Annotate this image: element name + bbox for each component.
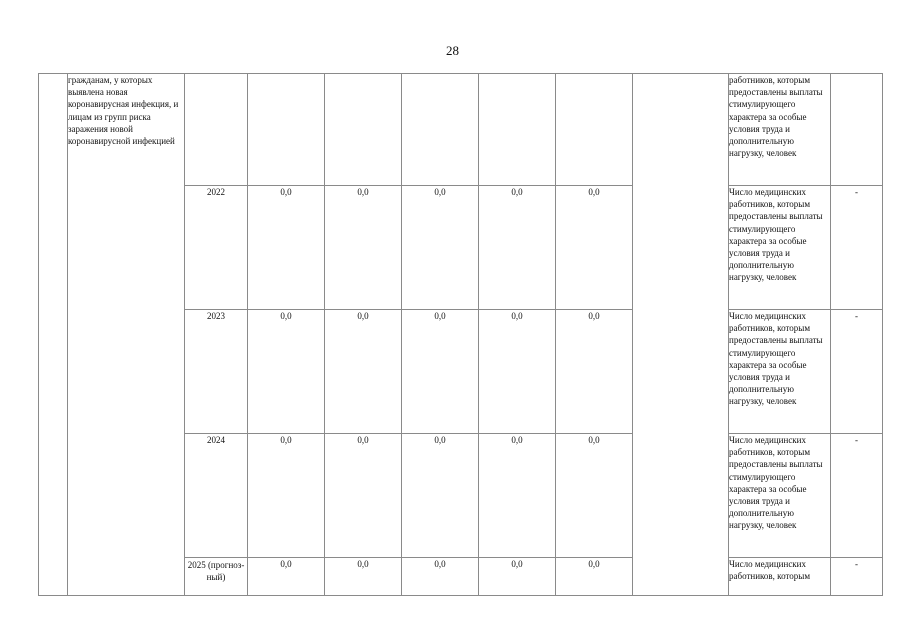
- measure-description: гражданам, у которых выявлена новая коронавирусная инфекция, и лицам из групп риска заражения новой коронавирусной инфекцией: [68, 74, 185, 596]
- value-cell: [248, 74, 325, 186]
- value-cell: 0,0: [402, 434, 479, 558]
- value-cell: 0,0: [479, 434, 556, 558]
- value-cell: [479, 74, 556, 186]
- indicator-value-cell: -: [831, 434, 883, 558]
- value-cell: 0,0: [402, 558, 479, 596]
- indicator-value-cell: [831, 74, 883, 186]
- value-cell: 0,0: [556, 434, 633, 558]
- year-cell: 2024: [185, 434, 248, 558]
- indicator-value-cell: -: [831, 310, 883, 434]
- indicator-value-cell: -: [831, 186, 883, 310]
- page-number: 28: [446, 43, 459, 58]
- row-number-cell: [39, 74, 68, 596]
- value-cell: [556, 74, 633, 186]
- indicator-cell: работников, которым предоставлены выплаты стимулирующего характера за особые условия труда и дополнительную нагрузку, человек: [729, 74, 831, 186]
- program-table: [38, 73, 883, 596]
- value-cell: 0,0: [325, 310, 402, 434]
- indicator-value-cell: -: [831, 558, 883, 596]
- value-cell: 0,0: [248, 186, 325, 310]
- value-cell: 0,0: [402, 186, 479, 310]
- indicator-cell: Число медицинских работников, которым предоставлены выплаты стимулирующего характера за особые условия труда и дополнительную нагрузку, человек: [729, 310, 831, 434]
- value-cell: 0,0: [325, 434, 402, 558]
- indicator-cell: Число медицинских работников, которым: [729, 558, 831, 596]
- year-cell: 2023: [185, 310, 248, 434]
- value-cell: [325, 74, 402, 186]
- value-cell: 0,0: [556, 186, 633, 310]
- value-cell: 0,0: [402, 310, 479, 434]
- value-cell: 0,0: [325, 186, 402, 310]
- value-cell: [402, 74, 479, 186]
- value-cell: 0,0: [479, 310, 556, 434]
- table-row: [39, 74, 883, 186]
- year-cell: [185, 74, 248, 186]
- value-cell: 0,0: [479, 186, 556, 310]
- value-cell: 0,0: [248, 558, 325, 596]
- year-cell: 2025 (прогноз-ный): [185, 558, 248, 596]
- value-cell: 0,0: [248, 310, 325, 434]
- value-cell: 0,0: [556, 558, 633, 596]
- indicator-cell: Число медицинских работников, которым предоставлены выплаты стимулирующего характера за особые условия труда и дополнительную нагрузку, человек: [729, 186, 831, 310]
- value-cell: 0,0: [325, 558, 402, 596]
- year-cell: 2022: [185, 186, 248, 310]
- value-cell: 0,0: [556, 310, 633, 434]
- value-cell: 0,0: [248, 434, 325, 558]
- value-cell: 0,0: [479, 558, 556, 596]
- indicator-cell: Число медицинских работников, которым предоставлены выплаты стимулирующего характера за особые условия труда и дополнительную нагрузку, человек: [729, 434, 831, 558]
- executor-cell: [633, 74, 729, 596]
